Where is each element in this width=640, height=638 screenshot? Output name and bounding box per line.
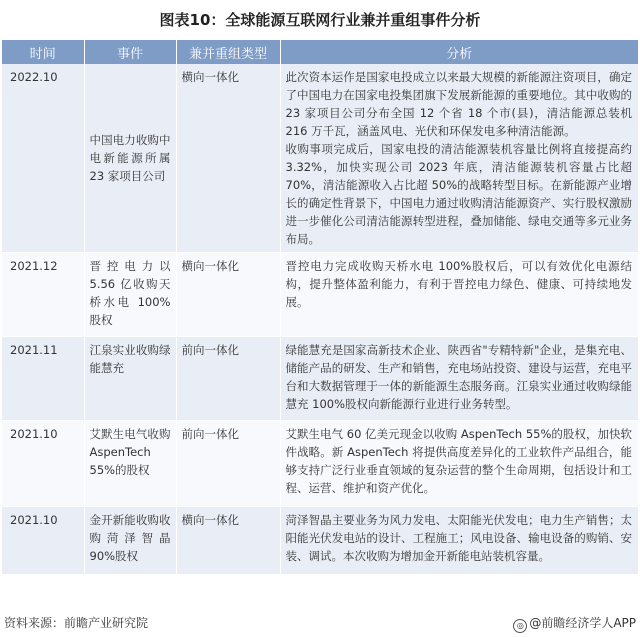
table-row (2, 421, 638, 507)
cell-type: 横向一体化 (176, 253, 280, 337)
cell-analysis (280, 64, 638, 253)
cell-event: 江泉实业收购绿能慧充 (84, 337, 176, 421)
header-analysis: 分析 (280, 40, 638, 64)
table-header-row (2, 40, 638, 64)
footer (0, 608, 640, 638)
cell-time: 2021.10 (2, 507, 84, 575)
cell-analysis: 艾默生电气 60 亿美元现金以收购 AspenTech 55%的股权，加快软件战略。新 AspenTech 将提供高度差异化的工业软件产品组合，能够支持广泛行业垂直领域的复杂运营的整个生命周期，包括设计和工程、运营、维护和资产优化。 (280, 421, 638, 507)
page-title: 图表10：全球能源互联网行业兼并重组事件分析 (159, 11, 481, 29)
brand-logo (513, 614, 636, 633)
cell-time: 2022.10 (2, 64, 84, 253)
table-row (2, 337, 638, 421)
cell-event-text: 中国电力收购中电新能源所属 23 家项目公司 (89, 133, 171, 183)
cell-event: 晋控电力以 5.56 亿收购天桥水电 100%股权 (84, 253, 176, 337)
header-type: 兼并重组类型 (176, 40, 280, 64)
cell-time: 2021.11 (2, 337, 84, 421)
cell-analysis: 晋控电力完成收购天桥水电 100%股权后，可以有效优化电源结构，提升整体盈利能力，有利于晋控电力绿色、健康、可持续地发展。 (280, 253, 638, 337)
header-event: 事件 (84, 40, 176, 64)
table-row (2, 253, 638, 337)
cell-analysis: 菏泽智晶主要业务为风力发电、太阳能光伏发电；电力生产销售；太阳能光伏发电站的设计、工程施工；风电设备、输电设备的购销、安装、调试。本次收购为增加金开新能电站装机容量。 (280, 507, 638, 575)
cell-type: 前向一体化 (176, 337, 280, 421)
header-time: 时间 (2, 40, 84, 64)
table-row (2, 507, 638, 575)
cell-type: 横向一体化 (176, 64, 280, 253)
brand-mark-icon: ◎ (513, 619, 527, 633)
cell-type: 前向一体化 (176, 421, 280, 507)
cell-time: 2021.12 (2, 253, 84, 337)
cell-analysis: 绿能慧充是国家高新技术企业、陕西省"专精特新"企业，是集充电、储能产品的研发、生产和销售，充电场站投资、建设与运营，充电平台和大数据管理于一体的新能源生态服务商。江泉实业通过收购绿能慧充 100%股权向新能源行业进行业务转型。 (280, 337, 638, 421)
analysis-paragraph: 此次资本运作是国家电投成立以来最大规模的新能源注资项目，确定了中国电力在国家电投集团旗下发展新能源的重要地位。其中收购的 23 家项目公司分布全国 12 个省 18 个市(县)，清洁能源总装机 216 万千瓦，涵盖风电、光伏和环保发电多种清洁能源。 (285, 70, 632, 138)
analysis-paragraph: 收购事项完成后，国家电投的清洁能源装机容量比例将直接提高约 3.32%，加快实现公司 2023 年底，清洁能源装机容量占比超 70%，清洁能源收入占比超 50%的战略转型目标。在新能源产业增长的确定性背景下，中国电力通过收购清洁能源资产、实行股权激励进一步催化公司清洁能源转型进程，叠加储能、绿电交通等多元业务布局。 (285, 142, 632, 246)
cell-type: 横向一体化 (176, 507, 280, 575)
cell-event: 金开新能收购收购菏泽智晶 90%股权 (84, 507, 176, 575)
table-row (2, 64, 638, 253)
cell-time: 2021.10 (2, 421, 84, 507)
cell-event: 艾默生电气收购 AspenTech 55%的股权 (84, 421, 176, 507)
source-note: 资料来源：前瞻产业研究院 (4, 616, 149, 630)
mna-table (2, 40, 638, 575)
brand-logo-text: @前瞻经济学人APP (529, 616, 636, 630)
cell-event (84, 64, 176, 253)
